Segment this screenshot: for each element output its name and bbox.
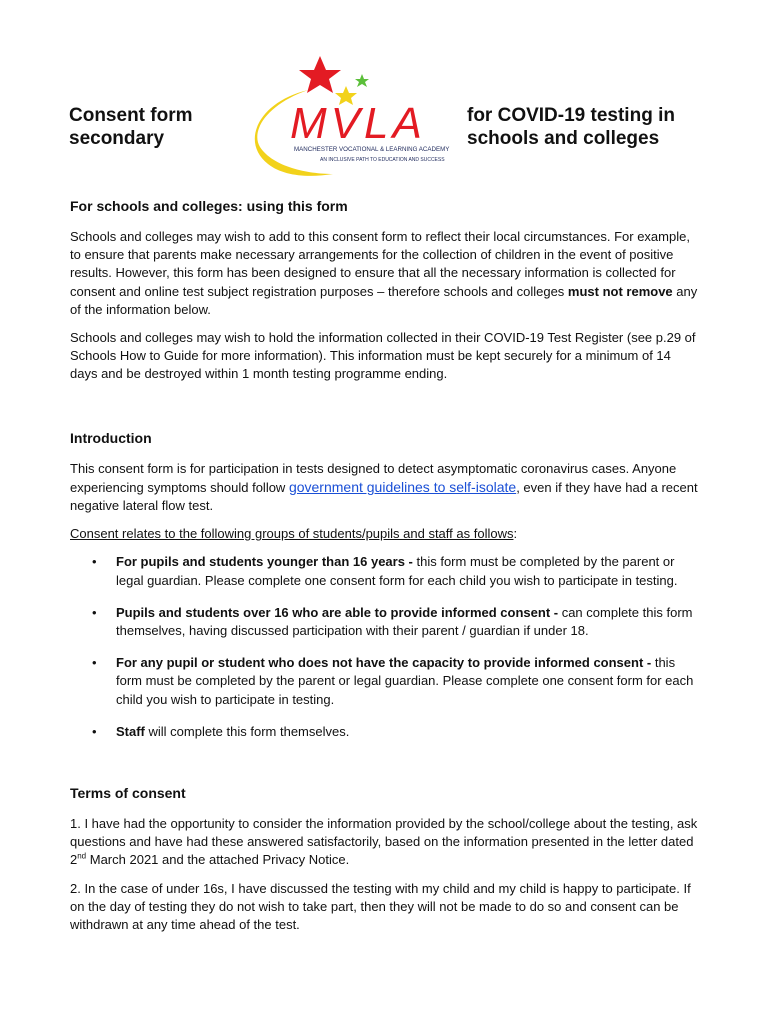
text-run: , even if they have had a recent negative lateral flow test. (70, 479, 698, 514)
mvla-logo-graphic (238, 52, 463, 182)
paragraph-term-1 (70, 815, 700, 870)
heading-terms: Terms of consent (70, 785, 186, 802)
list-item-bold: For any pupil or student who does not have the capacity to provide informed consent - (116, 655, 655, 671)
bullet-icon: • (92, 655, 97, 671)
logo-wordmark: MVLA (290, 99, 426, 148)
text-underlined: Consent relates to the following groups of students/pupils and staff as follows (70, 526, 514, 542)
text-run: March 2021 and the attached Privacy Notice. (86, 852, 350, 868)
red-star-icon (299, 56, 341, 93)
list-item-text: this form must be completed by the parent or legal guardian. Please complete one consent form for each child you wish to participate in testing. (116, 655, 694, 707)
list-item-bold: For pupils and students younger than 16 years - (116, 554, 417, 570)
paragraph-consent-relates (70, 525, 700, 543)
list-item (70, 604, 700, 640)
title-right-line1: for COVID-19 testing in (467, 105, 675, 126)
title-left-line1: Consent form (69, 105, 193, 126)
list-item-bold: Pupils and students over 16 who are able to provide informed consent - (116, 604, 562, 620)
logo-name: MANCHESTER VOCATIONAL & LEARNING ACADEMY (294, 146, 450, 153)
paragraph-introduction (70, 460, 700, 516)
green-star-icon (355, 74, 369, 87)
text-run: : (513, 526, 518, 542)
list-item-text: this form must be completed by the parent or legal guardian. Please complete one consent form for each child you wish to participate in testing. (116, 554, 678, 588)
section-introduction (70, 428, 700, 741)
text-run: This consent form is for participation in tests designed to detect asymptomatic coronavirus cases. Anyone experiencing symptoms should follow (70, 460, 677, 495)
text-run: Schools and colleges may wish to add to this consent form to reflect their local circumstances. For example, to ensure that parents make necessary arrangements for the collection of children in the event of positive results. However, this form has been designed to ensure that all the necessary information is collected for consent and online test subject registration purposes – therefore schools and colleges (70, 229, 690, 299)
consent-groups-list (70, 553, 700, 741)
section-using-form (70, 196, 700, 384)
text-run: any of the information below. (70, 283, 698, 317)
list-item-text: can complete this form themselves, having discussed participation with their parent / guardian if under 18. (116, 604, 693, 639)
text-bold-must-not-remove: must not remove (567, 283, 673, 299)
list-item (70, 654, 700, 709)
logo-tagline: AN INCLUSIVE PATH TO EDUCATION AND SUCCESS (320, 157, 445, 163)
bullet-icon: • (92, 554, 97, 570)
bullet-icon: • (92, 604, 97, 620)
self-isolate-link[interactable]: government guidelines to self-isolate (288, 478, 517, 495)
title-right (467, 104, 675, 150)
list-item-text: will complete this form themselves. (144, 723, 350, 739)
text-superscript: nd (77, 852, 87, 862)
list-item-bold: Staff (116, 723, 145, 739)
list-item (70, 723, 700, 741)
section-terms (70, 783, 700, 934)
paragraph-using-form-2: Schools and colleges may wish to hold the information collected in their COVID-19 Test Register (see p.29 of Schools How to Guide for more information). This information must be kept securely for a minimum of 14 days and be destroyed within 1 month testing programme ending. (70, 330, 696, 382)
title-left (69, 104, 193, 150)
list-item (70, 553, 700, 589)
bullet-icon: • (92, 723, 97, 739)
paragraph-using-form-1 (70, 228, 700, 319)
heading-using-form: For schools and colleges: using this form (70, 198, 348, 214)
title-right-line2: schools and colleges (467, 128, 660, 149)
document-content (70, 196, 700, 944)
title-left-line2: secondary (69, 128, 165, 149)
text-run: 1. I have had the opportunity to consider the information provided by the school/college about the testing, ask questions and have had these answered satisfactorily, based on the information presented in the letter dated 2 (70, 816, 698, 868)
paragraph-term-2: 2. In the case of under 16s, I have discussed the testing with my child and my child is happy to participate. If on the day of testing they do not wish to take part, then they will not be made to do so and consent can be withdrawn at any time ahead of the test. (70, 880, 691, 933)
mvla-logo (238, 52, 463, 182)
heading-introduction: Introduction (70, 429, 152, 446)
